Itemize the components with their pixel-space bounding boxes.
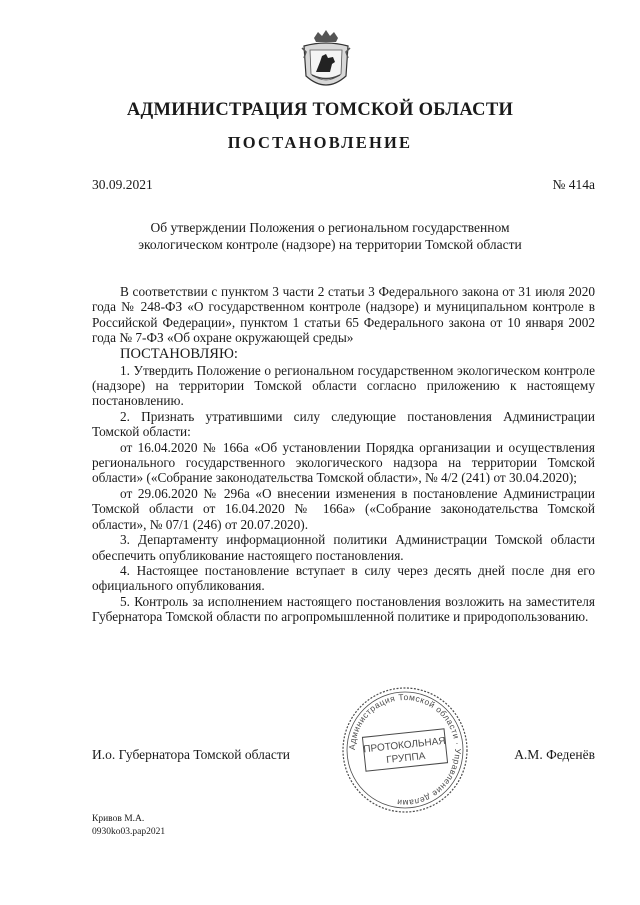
document-number: № 414а: [552, 177, 595, 192]
preamble-paragraph: В соответствии с пунктом 3 части 2 статьи 3 Федерального закона от 31 июля 2020 года № 248-ФЗ «О государственном контроле (надзоре) и муниципальном контроле в Российской Федерации», пунктом 1 статьи 65 Федерального закона от 10 января 2002 года № 7-ФЗ «Об охране окружающей среды»: [92, 284, 595, 346]
footer-file: 0930ko03.pap2021: [92, 827, 166, 837]
clause-2: 2. Признать утратившими силу следующие постановления Администрации Томской области:: [92, 408, 595, 440]
document-type: ПОСТАНОВЛЕНИЕ: [227, 133, 413, 152]
document-date: 30.09.2021: [92, 177, 153, 192]
clause-2-item-a: от 16.04.2020 № 166а «Об установлении Порядка организации и осуществления регионального государственного экологического надзора на территории Томской области» («Собрание законодательства Томской области», № 4/2 (241) от 30.04.2020);: [92, 439, 595, 486]
clause-4: 4. Настоящее постановление вступает в силу через десять дней после дня его официального опубликования.: [92, 562, 595, 594]
clause-1: 1. Утвердить Положение о региональном государственном экологическом контроле (надзоре) на территории Томской области согласно приложению к настоящему постановлению.: [92, 362, 595, 409]
clause-5: 5. Контроль за исполнением настоящего постановления возложить на заместителя Губернатора Томской области по агропромышленной политике и природопользованию.: [92, 593, 595, 625]
footer-author: Кривов М.А.: [92, 814, 145, 824]
footer-info: [92, 813, 165, 839]
coat-of-arms-icon: [300, 28, 352, 94]
organization-title: АДМИНИСТРАЦИЯ ТОМСКОЙ ОБЛАСТИ: [126, 100, 514, 120]
subject-line: Об утверждении Положения о региональном государственном: [150, 220, 510, 235]
document-subject: [110, 219, 550, 253]
stamp-inner-line2: ГРУППА: [385, 750, 426, 766]
stamp-outer-text: Администрация Томской области · Управление делами: [346, 691, 464, 809]
subject-line: экологическом контроле (надзоре) на территории Томской области: [138, 237, 522, 252]
signatory-position: И.о. Губернатора Томской области: [92, 747, 290, 762]
signatory-name: А.М. Феденёв: [514, 747, 595, 762]
clause-3: 3. Департаменту информационной политики Администрации Томской области обеспечить опубликование настоящего постановления.: [92, 532, 595, 563]
official-stamp: [340, 685, 470, 815]
clause-2-item-b: от 29.06.2020 № 296а «О внесении изменения в постановление Администрации Томской области от 16.04.2020 № 166а» («Собрание законодательства Томской области», № 07/1 (246) от 20.07.2020).: [92, 485, 595, 532]
decree-word: ПОСТАНОВЛЯЮ:: [120, 345, 238, 362]
stamp-inner-line1: ПРОТОКОЛЬНАЯ: [362, 735, 447, 756]
document-body: [92, 284, 595, 625]
